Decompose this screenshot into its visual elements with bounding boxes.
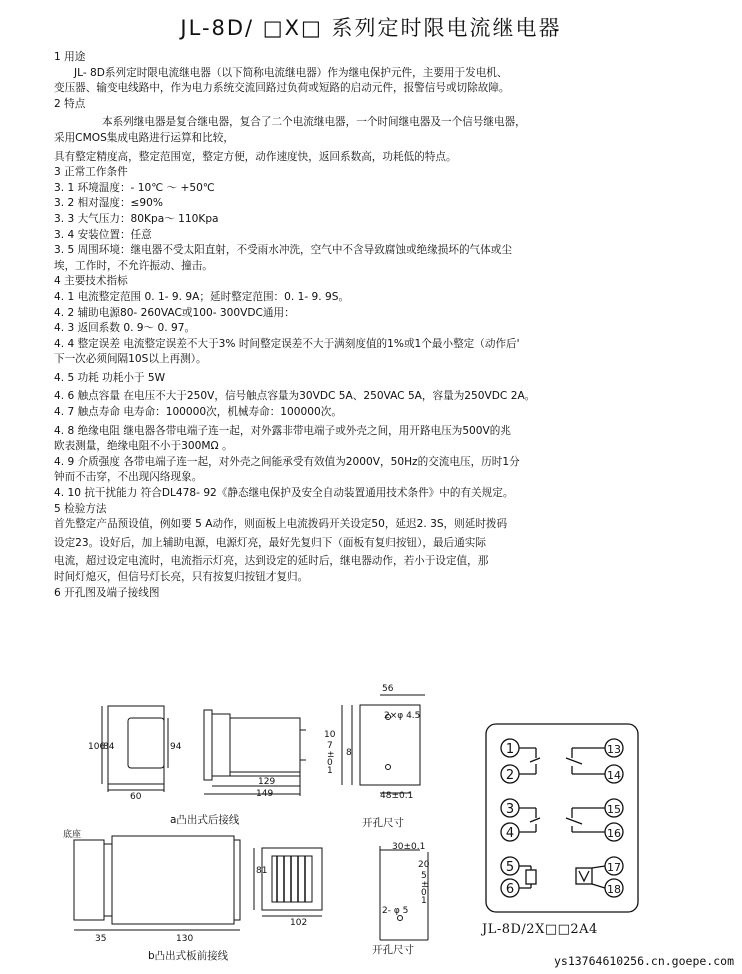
section-heading: 6 开孔图及端子接线图 — [54, 586, 160, 599]
paragraph-line: 具有整定精度高，整定范围宽，整定方便，动作速度快，返回系数高，功耗低的特点。 — [54, 150, 457, 163]
hole-spec-2: 2- φ 5 — [382, 906, 409, 916]
paragraph-line: 4. 10 抗干扰能力 符合DL478- 92《静态继电保护及安全自动装置通用技术条件》中的有关规定。 — [54, 487, 514, 500]
paragraph-line: 设定23。设好后，加上辅助电源，电源灯亮，最好先复归下（面板有复归按钮），最后通实际 — [54, 536, 486, 549]
document-body — [54, 50, 704, 601]
dim-107-d: 0 — [327, 758, 333, 768]
terminal-18: 18 — [607, 883, 621, 896]
terminal-15: 15 — [607, 803, 621, 816]
dim-107-b: 7 — [327, 741, 333, 751]
terminal-14: 14 — [607, 769, 621, 782]
terminal-model-label: JL-8D/2X□□2A4 — [482, 922, 598, 937]
paragraph-line: 3. 4 安装位置：任意 — [54, 228, 152, 241]
dim-81: 81 — [256, 866, 268, 876]
paragraph-line: 4. 2 辅助电源80- 260VAC或100- 300VDC通用： — [54, 306, 295, 319]
dim-102: 102 — [290, 918, 308, 928]
dim-205-b: 5 — [421, 871, 427, 881]
hole-size-drawing-2 — [360, 840, 450, 950]
dim-106: 106 — [88, 742, 106, 752]
paragraph-line: 欧表测量，绝缘电阻不小于300MΩ 。 — [54, 440, 233, 453]
paragraph-line: 3. 2 相对湿度：≤90% — [54, 197, 163, 210]
paragraph-line: 时间灯熄灭，但信号灯长亮，只有按复归按钮才复归。 — [54, 571, 309, 583]
dim-149: 149 — [256, 789, 274, 799]
section-heading: 1 用途 — [54, 51, 86, 63]
paragraph-line: 钟而不击穿，不出现闪络现象。 — [54, 471, 203, 484]
dim-30: 30±0.1 — [392, 842, 426, 852]
paragraph-line: 电流，超过设定电流时，电流指示灯亮，达到设定的延时后，继电器动作，若小于设定值，那 — [54, 555, 489, 568]
paragraph-line: 4. 3 返回系数 0. 9～ 0. 97。 — [54, 322, 196, 335]
terminal-17: 17 — [607, 861, 621, 874]
section-heading: 3 正常工作条件 — [54, 166, 128, 179]
hole-caption-1: 开孔尺寸 — [362, 817, 404, 829]
dim-94: 94 — [170, 742, 182, 752]
dim-129: 129 — [258, 777, 276, 787]
dim-130: 130 — [176, 934, 194, 944]
dim-107-e: 1 — [327, 766, 333, 776]
dim-8: 8 — [346, 748, 352, 758]
dim-205-d: 0 — [421, 888, 427, 898]
dim-107-c: ± — [327, 750, 335, 760]
paragraph-line: 本系列继电器是复合继电器，复合了二个电流继电器，一个时间继电器及一个信号继电器， — [102, 116, 526, 129]
dim-205-c: ± — [421, 880, 429, 890]
front-window — [128, 718, 164, 768]
terminal-1: 1 — [505, 742, 515, 757]
figure-a-caption: a凸出式后接线 — [170, 814, 240, 826]
figure-b-drawing — [62, 830, 352, 940]
paragraph-line: 变压器、输变电线路中，作为电力系统交流回路过负荷或短路的启动元件，报警信号或切除故障。 — [54, 82, 510, 95]
terminal-2: 2 — [505, 768, 515, 783]
paragraph-line: 埃，工作时，不允许振动、撞击。 — [54, 259, 213, 272]
paragraph-line: 4. 8 绝缘电阻 继电器各带电端子连一起，对外露非带电端子或外壳之间，用开路电压为500V的兆 — [54, 424, 511, 437]
paragraph-line: 4. 4 整定误差 电流整定误差不大于3% 时间整定误差不大于满刻度值的1%或1个最小整定（动作后' — [54, 337, 520, 350]
terminal-wiring-diagram — [476, 718, 656, 918]
dim-48: 48±0.1 — [380, 791, 414, 801]
paragraph-line: 4. 6 触点容量 在电压不大于250V，信号触点容量为30VDC 5A、250VAC 5A，容量为250VDC 2A。 — [54, 390, 536, 403]
figure-a-drawing — [88, 700, 318, 830]
terminal-13: 13 — [607, 743, 621, 756]
hole-spec-1: 2×φ 4.5 — [384, 711, 421, 721]
paragraph-line: 4. 1 电流整定范围 0. 1- 9. 9A；延时整定范围：0. 1- 9. 9S。 — [54, 290, 350, 303]
paragraph-line: 4. 5 功耗 功耗小于 5W — [54, 371, 166, 384]
paragraph-line: 3. 1 环境温度：- 10℃ ～ +50℃ — [54, 181, 215, 194]
paragraph-line: JL- 8D系列定时限电流继电器（以下简称电流继电器）作为继电保护元件，主要用于发电机、 — [74, 66, 508, 79]
hole-size-drawing-1 — [330, 685, 430, 805]
dim-107-a: 10 — [324, 730, 336, 740]
paragraph-line: 3. 5 周围环境：继电器不受太阳直射，不受雨水冲洗，空气中不含导致腐蚀或绝缘损坏的气体或尘 — [54, 244, 512, 257]
watermark-url: ys13764610256.cn.goepe.com — [553, 954, 734, 968]
paragraph-line: 下一次必须间隔10S以上再测）。 — [54, 353, 207, 366]
dim-35: 35 — [95, 934, 107, 944]
terminal-4: 4 — [505, 826, 515, 841]
terminal-3: 3 — [505, 802, 515, 817]
figure-b-caption: b凸出式板前接线 — [148, 950, 229, 962]
terminal-16: 16 — [607, 827, 621, 840]
page-title: JL-8D/ □X□ 系列定时限电流继电器 — [180, 16, 562, 40]
section-heading: 5 检验方法 — [54, 502, 107, 515]
dim-60: 60 — [130, 792, 142, 802]
hole-caption-2: 开孔尺寸 — [372, 944, 414, 956]
dim-84: 84 — [103, 742, 115, 752]
label-base: 底座 — [63, 830, 82, 840]
section-heading: 2 特点 — [54, 97, 86, 110]
terminal-6: 6 — [505, 882, 515, 897]
dim-56: 56 — [382, 684, 394, 694]
paragraph-line: 首先整定产品预设值，例如要 5 A动作，则面板上电流拨码开关设定50，延迟2. 3S，则延时拨码 — [54, 518, 508, 531]
dim-205-e: 1 — [421, 896, 427, 906]
paragraph-line: 3. 3 大气压力：80Kpa～ 110Kpa — [54, 212, 219, 225]
paragraph-line: 4. 7 触点寿命 电寿命：100000次，机械寿命：100000次。 — [54, 406, 342, 419]
section-heading: 4 主要技术指标 — [54, 275, 128, 288]
dim-205-a: 20 — [418, 860, 430, 870]
paragraph-line: 采用CMOS集成电路进行运算和比较， — [54, 131, 234, 144]
terminal-5: 5 — [505, 860, 515, 875]
paragraph-line: 4. 9 介质强度 各带电端子连一起，对外壳之间能承受有效值为2000V，50Hz的交流电压，历时1分 — [54, 455, 520, 468]
